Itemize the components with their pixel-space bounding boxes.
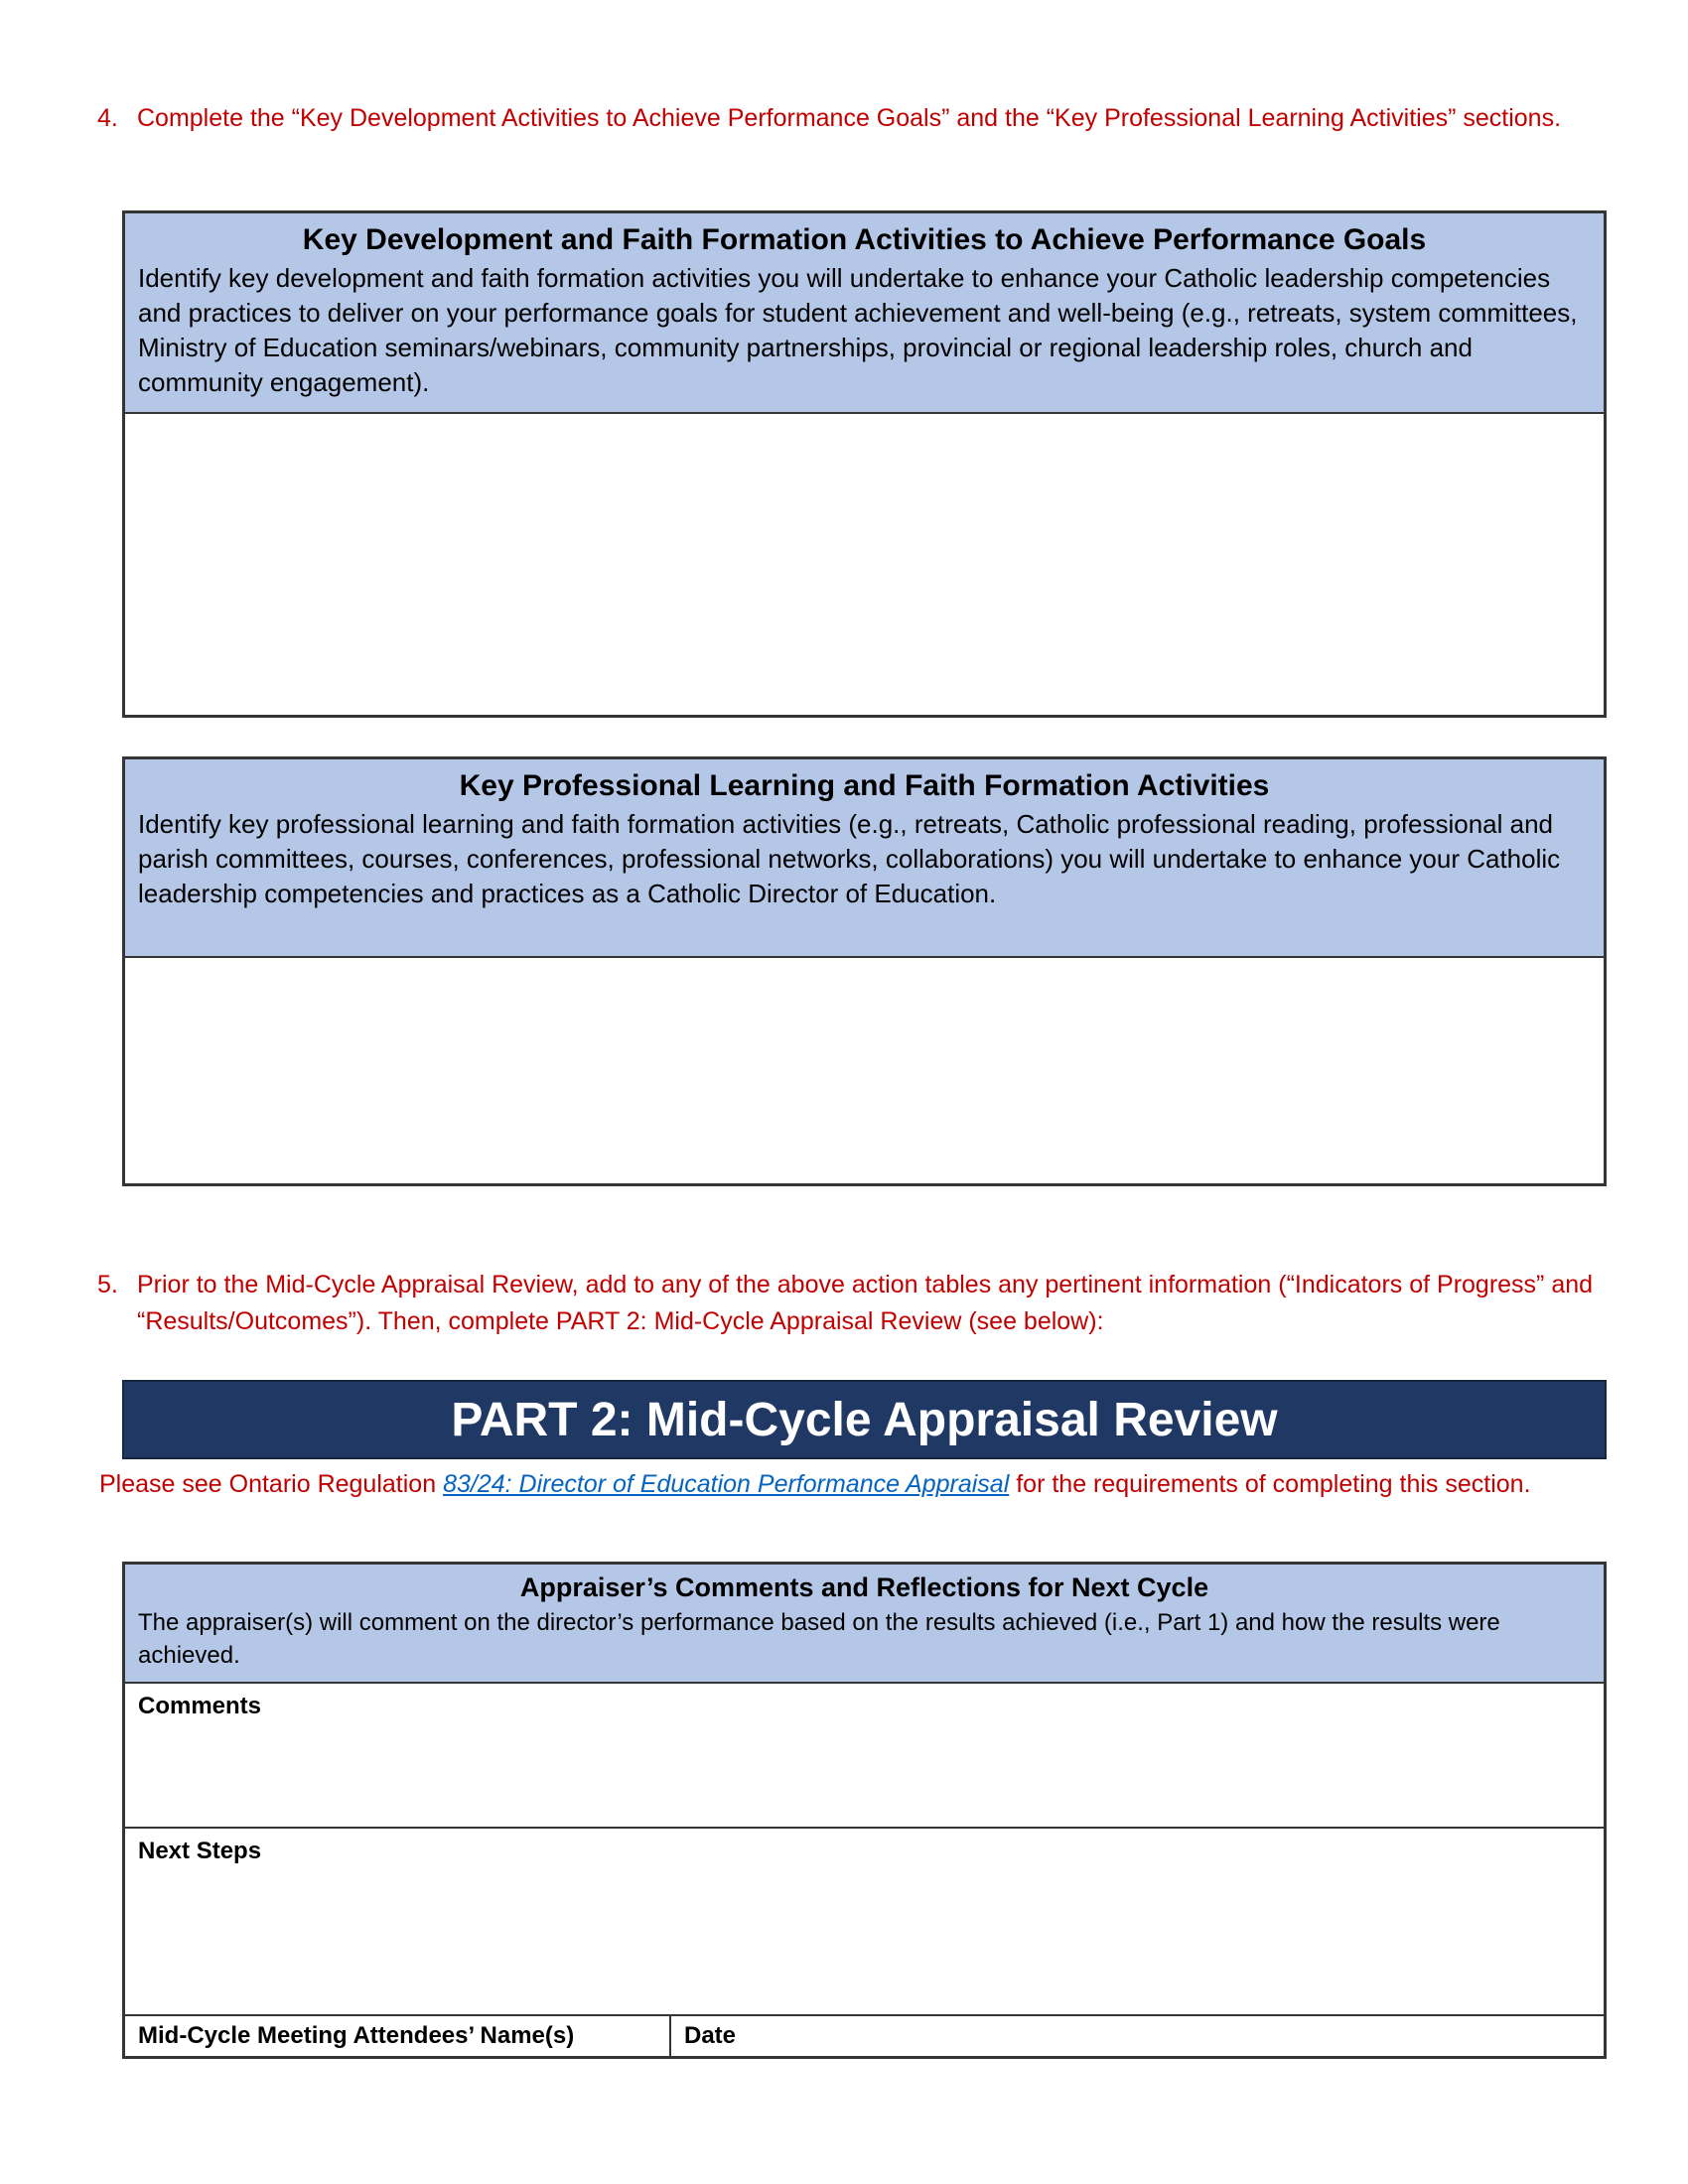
part2-banner bbox=[122, 1380, 1607, 1459]
development-activities-table bbox=[122, 210, 1607, 718]
instruction-step-5 bbox=[97, 1267, 1626, 1340]
date-input[interactable] bbox=[671, 2016, 1604, 2056]
appraiser-table-header bbox=[125, 1565, 1604, 1682]
regulation-note-suffix: for the requirements of completing this section. bbox=[1016, 1470, 1531, 1498]
learning-table-header bbox=[125, 759, 1604, 956]
development-table-header bbox=[125, 213, 1604, 412]
learning-activities-table bbox=[122, 756, 1607, 1186]
step-4-number: 4. bbox=[97, 104, 118, 132]
step-5-number: 5. bbox=[97, 1271, 118, 1298]
attendees-date-row bbox=[125, 2014, 1604, 2056]
learning-table-description: Identify key professional learning and faith formation activities (e.g., retreats, Catholic professional reading, professional and parish committees, courses, conferences, professional networks, collaborations) you will undertake to enhance your Catholic leadership competencies and practices as a Catholic Director of Education. bbox=[138, 809, 1561, 908]
date-label: Date bbox=[684, 2022, 737, 2049]
regulation-83-24-link[interactable]: 83/24: Director of Education Performance Appraisal bbox=[443, 1470, 1010, 1498]
appraiser-comments-table bbox=[122, 1562, 1607, 2059]
development-table-description: Identify key development and faith formation activities you will undertake to enhance your Catholic leadership competencies and practices to deliver on your performance goals for student achievement and well-being (e.g., retreats, system committees, Ministry of Education seminars/webinars, community partnerships, provincial or regional leadership roles, church and community engagement). bbox=[138, 263, 1578, 397]
comments-label: Comments bbox=[138, 1693, 262, 1719]
next-steps-label: Next Steps bbox=[138, 1838, 262, 1864]
instruction-step-4 bbox=[97, 100, 1626, 137]
regulation-note bbox=[99, 1465, 1604, 1504]
step-4-text: Complete the “Key Development Activities to Achieve Performance Goals” and the “Key Professional Learning Activities” sections. bbox=[137, 104, 1562, 132]
attendees-label: Mid-Cycle Meeting Attendees’ Name(s) bbox=[138, 2022, 575, 2049]
comments-input[interactable] bbox=[125, 1682, 1604, 1827]
appraiser-table-description: The appraiser(s) will comment on the director’s performance based on the results achieved (i.e., Part 1) and how the results were achieved. bbox=[138, 1609, 1500, 1669]
step-5-text: Prior to the Mid-Cycle Appraisal Review, add to any of the above action tables any pertinent information (“Indicators of Progress” and “Results/Outcomes”). Then, complete PART 2: Mid-Cycle Appraisal Review (see below): bbox=[137, 1271, 1594, 1335]
learning-table-title: Key Professional Learning and Faith Formation Activities bbox=[459, 769, 1270, 802]
part2-banner-title: PART 2: Mid-Cycle Appraisal Review bbox=[451, 1393, 1278, 1446]
development-table-title: Key Development and Faith Formation Activities to Achieve Performance Goals bbox=[302, 223, 1427, 256]
attendees-name-input[interactable] bbox=[125, 2016, 671, 2056]
next-steps-input[interactable] bbox=[125, 1827, 1604, 2014]
development-activities-input[interactable] bbox=[125, 412, 1604, 715]
regulation-note-prefix: Please see Ontario Regulation bbox=[99, 1470, 437, 1498]
appraiser-table-title: Appraiser’s Comments and Reflections for Next Cycle bbox=[519, 1572, 1209, 1602]
learning-activities-input[interactable] bbox=[125, 956, 1604, 1183]
